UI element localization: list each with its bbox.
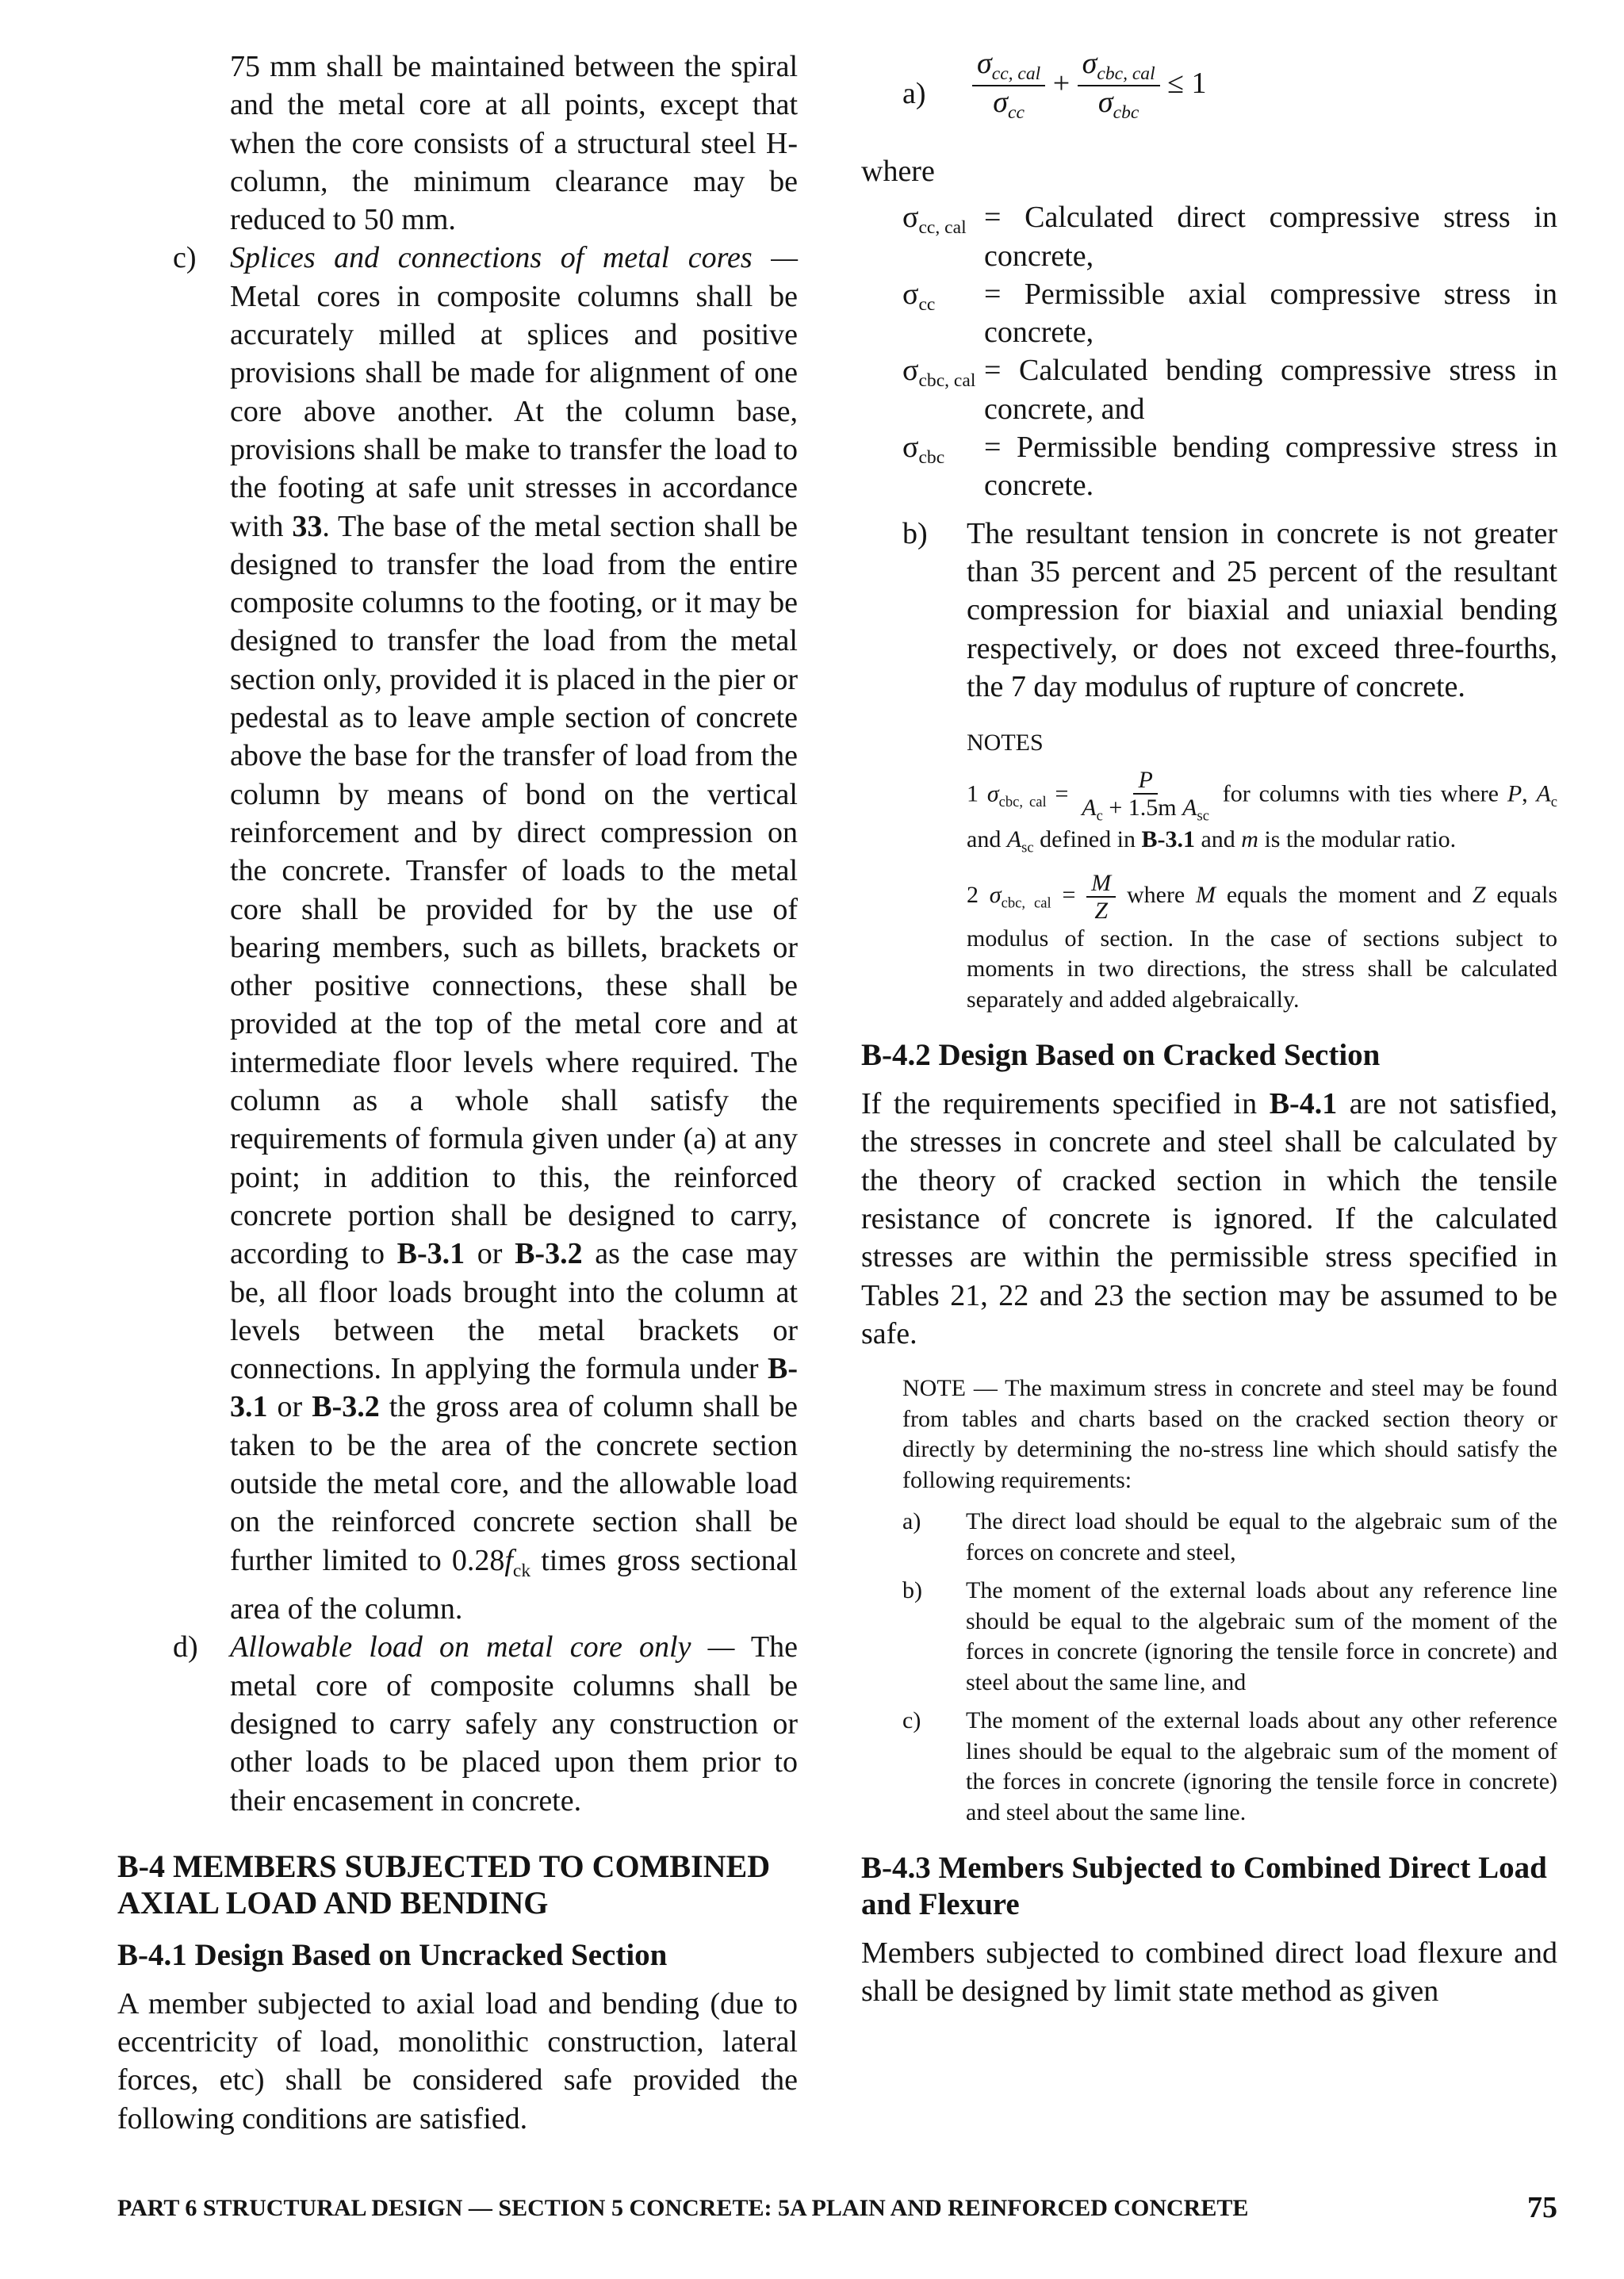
definition-row: $\sigma_{cbc}$ = Permissible bending compressive stress in concrete. [902,431,1557,503]
notes-title: NOTES [967,730,1044,756]
b41-paragraph: A member subjected to axial load and bending (due to eccentricity of load, monolithic construction, lateral forces, etc) shall be considered safe provided the following conditions are satisfied. [117,1986,798,2135]
clause-c-label: c) [173,241,197,275]
clause-d-label: d) [173,1630,198,1664]
formula-a [861,48,1557,151]
right-column [861,48,1557,2011]
page-number: 75 [1527,2191,1557,2224]
formula-expression: $\frac{\sigma_{cc, cal}}{\sigma_{cc}}$ + $\frac{\sigma_{cbc, cal}}{\sigma_{cbc}}$ ≤ 1 [972,48,1206,124]
definition-row: $\sigma_{cbc, cal}$ = Calculated bending compressive stress in concrete, and [902,354,1557,426]
formula-fraction-2: $\frac{\sigma_{cbc, cal}}{\sigma_{cbc}}$ [1078,48,1160,124]
section-heading-b42: B-4.2 Design Based on Cracked Section [861,1038,1381,1073]
note-1: 1 $\sigma_{cbc, cal}$ = $\frac{P}{A_c + 1.5m A_{sc}}$ for columns with ties where P, $A_c$ and $A_{sc}$ defined in B-3.1 and m is the modular ratio. [967,766,1558,856]
note-list-item: a) The direct load should be equal to the algebraic sum of the forces on concrete and steel, [902,1508,1557,1565]
note-1-fraction: $\frac{P}{A_c + 1.5m A_{sc}}$ [1082,766,1209,825]
section-heading-b43: B-4.3 Members Subjected to Combined Direct Load and Flexure [861,1851,1547,1922]
note-list-item: c) The moment of the external loads about any other reference lines should be equal to the algebraic sum of the moment of the forces in concrete (ignoring the tensile force in concrete) and steel about the same line. [902,1707,1557,1825]
definition-row: $\sigma_{cc, cal}$ = Calculated direct compressive stress in concrete, [902,201,1557,273]
definition-row: $\sigma_{cc}$ = Permissible axial compressive stress in concrete, [902,277,1557,350]
page-footer [117,2191,1557,2224]
left-column [117,48,798,2138]
section-heading-b4: B-4 MEMBERS SUBJECTED TO COMBINED AXIAL LOAD AND BENDING [117,1848,771,1921]
b42-paragraph: If the requirements specified in B-4.1 are not satisfied, the stresses in concrete and steel shall be calculated by the theory of cracked section in which the tensile resistance of concrete is ignored. If the calculated stresses are within the permissible stress specified in Tables 21, 22 and 23 the section may be assumed to be safe. [861,1087,1557,1350]
footer-text: PART 6 STRUCTURAL DESIGN — SECTION 5 CONCRETE: 5A PLAIN AND REINFORCED CONCRETE [117,2195,1249,2221]
note-2-fraction: $\frac{M}{Z}$ [1086,870,1116,924]
condition-b: b) The resultant tension in concrete is not greater than 35 percent and 25 percent of the resultant compression for biaxial and uniaxial bending respectively, or does not exceed three-fourths, the 7 day modulus of rupture of concrete. [861,515,1557,706]
clause-d-title: Allowable load on metal core only — [230,1630,735,1664]
formula-a-label: a) [902,77,926,110]
paragraph-continuation: 75 mm shall be maintained between the spiral and the metal core at all points, except that when the core consists of a structural steel H-column, the minimum clearance may be reduced to 50 mm. [230,50,798,237]
note-b42-text: NOTE — The maximum stress in concrete and steel may be found from tables and charts based on the cracked section theory or directly by determining the no-stress line which should satisfy the following requirements: [902,1375,1557,1493]
note-list-item: b) The moment of the external loads about any reference line should be equal to the algebraic sum of the moment of the forces in concrete (ignoring the tensile force in concrete) and steel about the same line, and [902,1577,1557,1695]
b43-paragraph: Members subjected to combined direct load flexure and shall be designed by limit state method as given [861,1936,1557,2009]
where-label: where [861,155,935,188]
note-block-b42 [861,1373,1557,1828]
clause-c: c) Splices and connections of metal cores — Metal cores in composite columns shall be accurately milled at splices and positive provisions shall be made for alignment of one core above another. At the column base, provisions shall be make to transfer the load to the footing at safe unit stresses in accordance with 33. The base of the metal section shall be designed to transfer the load from the entire composite columns to the footing, or it may be designed to transfer the load from the metal section only, provided it is placed in the pier or pedestal as to leave ample section of concrete above the base for the transfer of load from the column by means of bond on the vertical reinforcement and by direct compression on the concrete. Transfer of loads to the metal core shall be provided for by the use of bearing members, such as billets, brackets or other positive connections, these shall be provided at the top of the metal core and at intermediate floor levels where required. The column as a whole shall satisfy the requirements of formula given under (a) at any point; in addition to this, the reinforced concrete portion shall be designed to carry, according to B-3.1 or B-3.2 as the case may be, all floor loads brought into the column at levels between the metal brackets or connections. In applying the formula under B-3.1 or B-3.2 the gross area of column shall be taken to be the area of the concrete section outside the metal core, and the allowable load on the reinforced concrete section shall be further limited to $0.28f_{ck}$ times gross sectional area of the column. [117,239,798,1628]
definition-list [861,198,1557,504]
notes-block [861,728,1557,1015]
condition-b-label: b) [902,516,928,550]
note-b42-list [902,1507,1557,1828]
section-heading-b41: B-4.1 Design Based on Uncracked Section [117,1937,668,1972]
formula-fraction-1: $\frac{\sigma_{cc, cal}}{\sigma_{cc}}$ [972,48,1045,124]
note-2: 2 $\sigma_{cbc, cal}$ = $\frac{M}{Z}$ where M equals the moment and Z equals modulus of section. In the case of sections subject to moments in two directions, the stress shall be calculated separately and added algebraically. [967,869,1558,1013]
clause-d: d) Allowable load on metal core only — The metal core of composite columns shall be designed to carry safely any construction or other loads to be placed upon them prior to their encasement in concrete. [117,1628,798,1819]
clause-c-title: Splices and connections of metal cores — [230,241,798,275]
